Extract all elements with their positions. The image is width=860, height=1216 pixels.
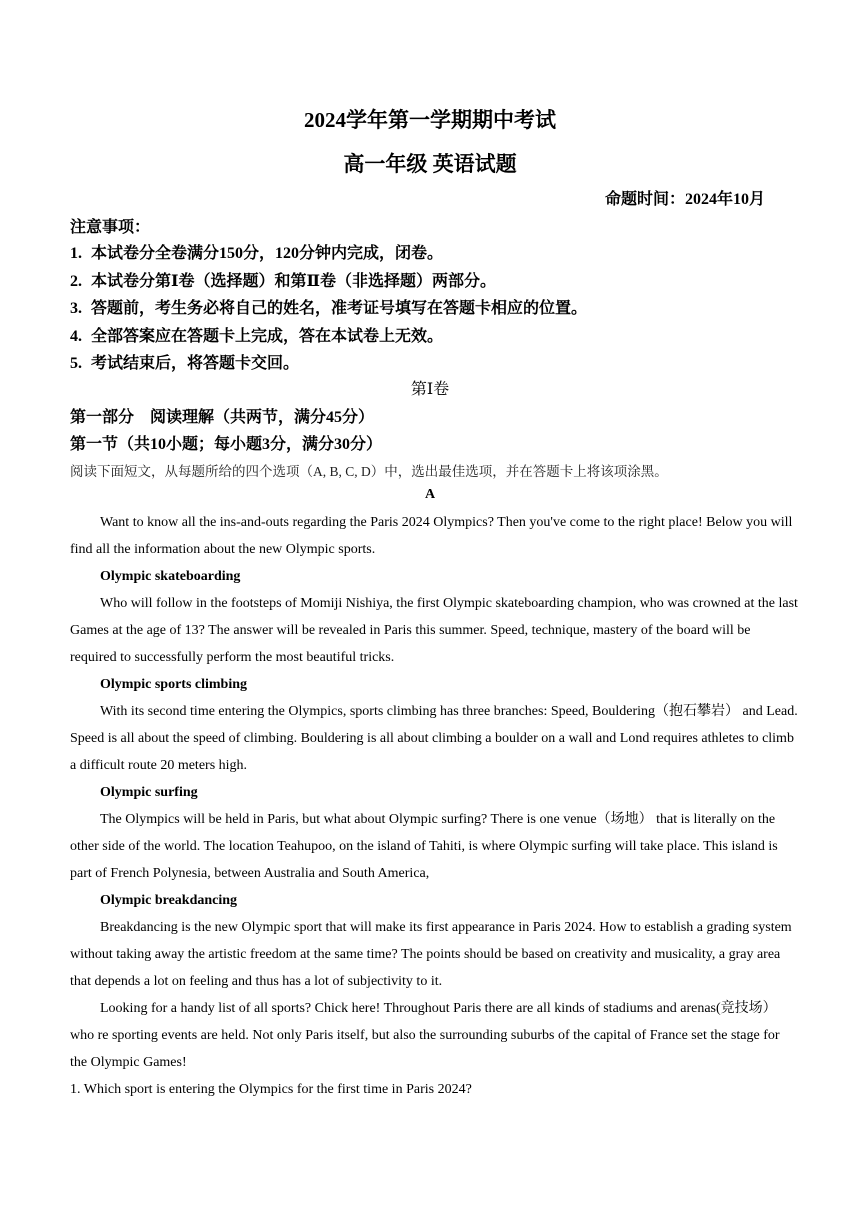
notice-item xyxy=(70,323,587,351)
notice-item xyxy=(70,350,587,378)
volume-heading: 第Ⅰ卷 xyxy=(410,381,450,398)
section-heading: 第一节（共10小题；每小题3分，满分30分） xyxy=(70,436,383,453)
exam-subtitle: 高一年级 英语试题 xyxy=(343,152,517,176)
notice-item xyxy=(70,240,587,268)
question-stem: 1. Which sport is entering the Olympics for the first time in Paris 2024? xyxy=(70,1082,472,1097)
exam-date: 命题时间：2024年10月 xyxy=(604,191,765,208)
section-text: With its second time entering the Olympics, sports climbing has three branches: Speed, Bouldering（抱石攀岩） and Lead. Speed is all about the speed of climbing. Bouldering is all about climbing a boulder on a wall and Lond requires athletes to climb a difficult route 20 meters high. xyxy=(70,704,798,773)
section-title: Olympic sports climbing xyxy=(100,677,248,692)
notice-number: 1. xyxy=(70,245,82,262)
passage-intro: Want to know all the ins-and-outs regarding the Paris 2024 Olympics? Then you've come to the right place! Below you will find all the information about the new Olympic sports. xyxy=(70,515,793,557)
section-text: Breakdancing is the new Olympic sport that will make its first appearance in Paris 2024. How to establish a grading system without taking away the artistic freedom at the same time? The points should be based on creativity and musicality, a gray area that depends a lot on feeling and thus has a lot of subjectivity to it. xyxy=(70,920,792,989)
passage-closing: Looking for a handy list of all sports? Chick here! Throughout Paris there are all kinds of stadiums and arenas(竞技场） who re sporting events are held. Not only Paris itself, but also the surrounding suburbs of the capital of France set the stage for the Olympic Games! xyxy=(70,1001,780,1070)
notice-text: 答题前，考生务必将自己的姓名，准考证号填写在答题卡相应的位置。 xyxy=(91,300,588,318)
section-title: Olympic surfing xyxy=(100,785,198,800)
passage-letter: A xyxy=(424,487,436,502)
exam-title: 2024学年第一学期期中考试 xyxy=(304,108,556,132)
notice-text: 本试卷分第Ⅰ卷（选择题）和第Ⅱ卷（非选择题）两部分。 xyxy=(91,272,496,290)
notice-number: 2. xyxy=(70,272,82,290)
notice-text: 全部答案应在答题卡上完成，答在本试卷上无效。 xyxy=(91,327,444,345)
section-title: Olympic breakdancing xyxy=(100,893,238,908)
section-text: Who will follow in the footsteps of Momiji Nishiya, the first Olympic skateboarding champion, who was crowned at the last Games at the age of 13? The answer will be revealed in Paris this summer. Speed, technique, mastery of the board will be required to successfully perform the most beautiful tricks. xyxy=(70,596,798,665)
notice-item xyxy=(70,268,587,296)
notice-list xyxy=(70,240,587,378)
notice-heading: 注意事项： xyxy=(70,219,151,236)
passage-body xyxy=(70,509,800,1103)
notice-item xyxy=(70,295,587,323)
section-text: The Olympics will be held in Paris, but what about Olympic surfing? There is one venue（场地） that is literally on the other side of the world. The location Teahupoo, on the island of Tahiti, is where Olympic surfing will take place. This island is part of French Polynesia, between Australia and South America, xyxy=(70,812,778,881)
instructions: 阅读下面短文，从每题所给的四个选项（A, B, C, D）中，选出最佳选项，并在答题卡上将该项涂黑。 xyxy=(70,464,668,479)
notice-text: 本试卷分全卷满分150分，120分钟内完成，闭卷。 xyxy=(91,245,444,262)
part-heading: 第一部分 阅读理解（共两节，满分45分） xyxy=(70,409,375,426)
notice-text: 考试结束后，将答题卡交回。 xyxy=(91,355,300,373)
notice-number: 3. xyxy=(70,300,82,318)
section-title: Olympic skateboarding xyxy=(100,569,241,584)
notice-number: 5. xyxy=(70,355,82,373)
notice-number: 4. xyxy=(70,327,82,345)
